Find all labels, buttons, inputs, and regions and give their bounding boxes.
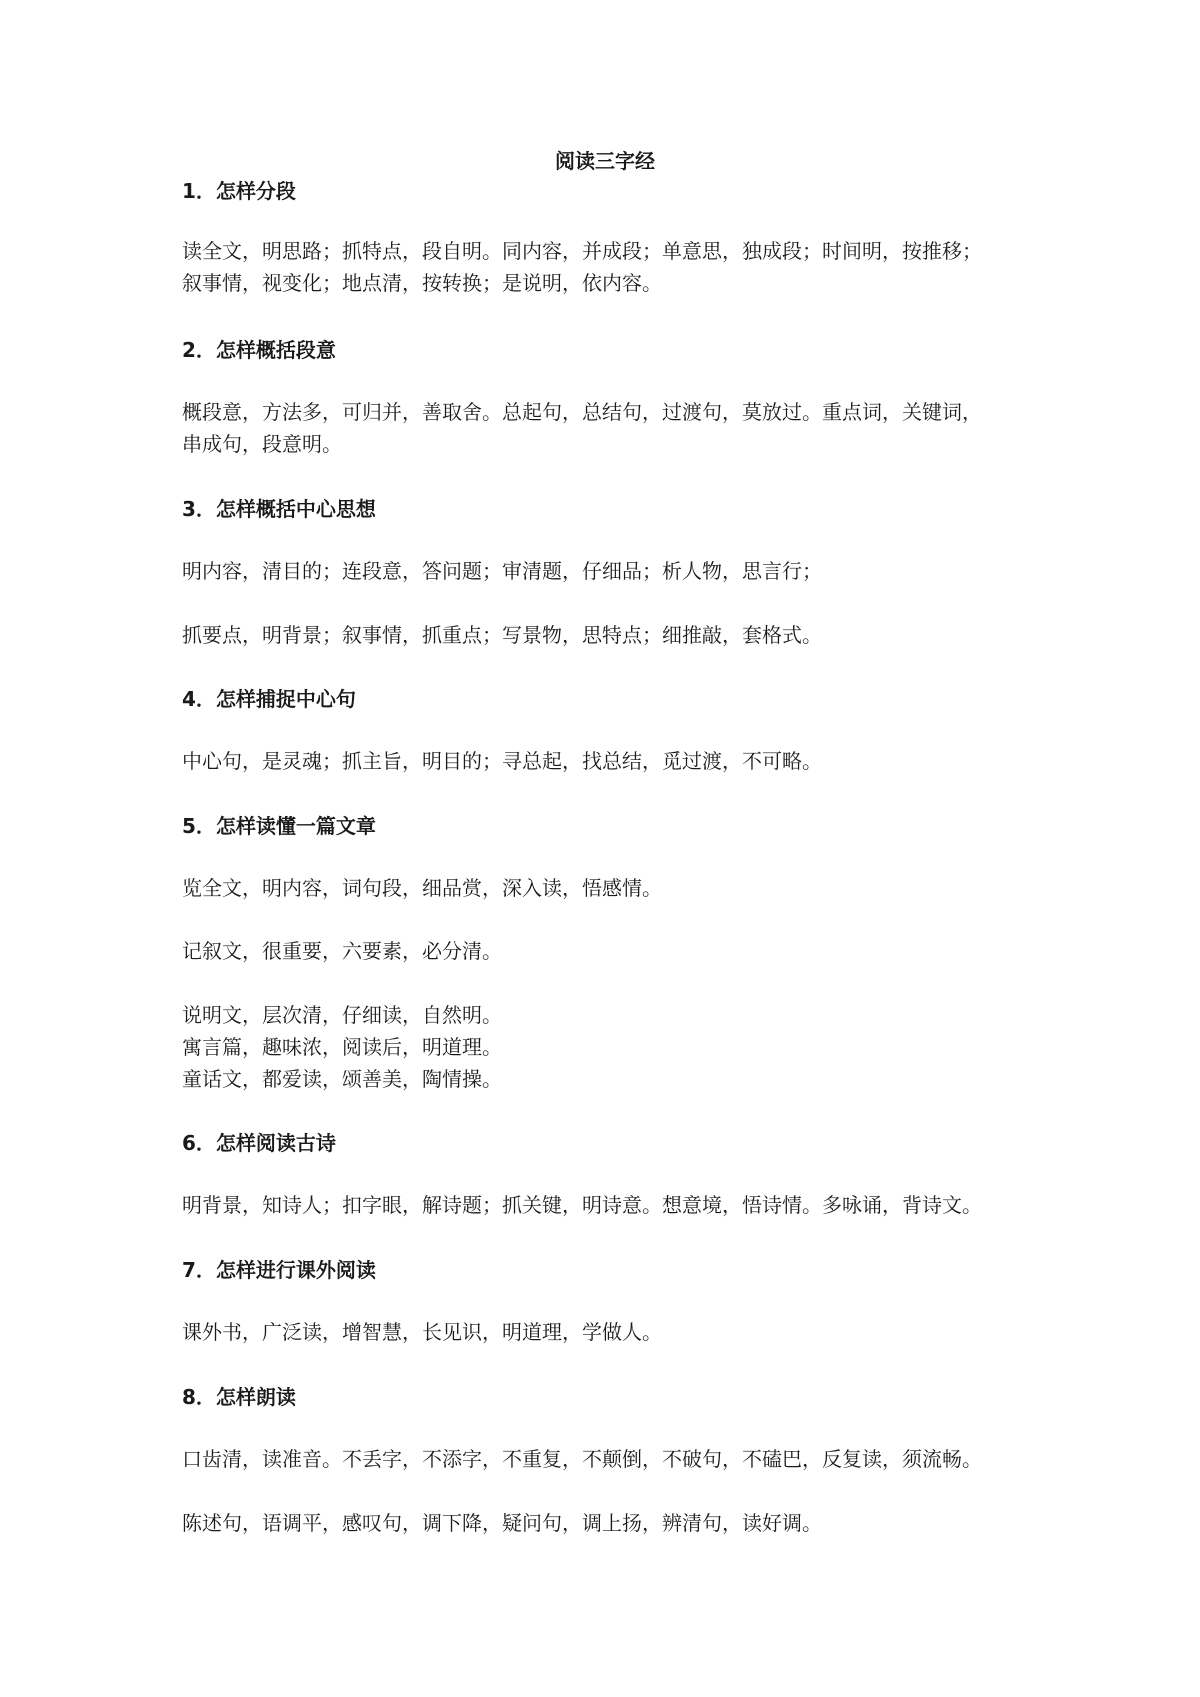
section-heading-2	[182, 336, 336, 364]
paragraph-line: 童话文，都爱读，颂善美，陶情操。	[182, 1067, 502, 1091]
paragraph-line: 明背景，知诗人；扣字眼，解诗题；抓关键，明诗意。想意境，悟诗情。多咏诵，背诗文。	[182, 1193, 982, 1217]
section-heading-3	[182, 495, 376, 523]
section-number: 4．	[182, 687, 216, 711]
paragraph-line: 概段意，方法多，可归并，善取舍。总起句，总结句，过渡句，莫放过。重点词，关键词，	[182, 400, 982, 424]
section-number: 7．	[182, 1258, 216, 1282]
paragraph-line: 读全文，明思路；抓特点，段自明。同内容，并成段；单意思，独成段；时间明，按推移；	[182, 239, 982, 263]
paragraph-line: 抓要点，明背景；叙事情，抓重点；写景物，思特点；细推敲，套格式。	[182, 623, 822, 647]
paragraph-line: 口齿清，读准音。不丢字，不添字，不重复，不颠倒，不破句，不磕巴，反复读，须流畅。	[182, 1447, 982, 1471]
section-heading-8	[182, 1383, 296, 1411]
section-heading-4	[182, 685, 356, 713]
paragraph-line: 寓言篇，趣味浓，阅读后，明道理。	[182, 1035, 502, 1059]
paragraph-line: 记叙文，很重要，六要素，必分清。	[182, 939, 502, 963]
section-title: 怎样进行课外阅读	[215, 1258, 376, 1282]
paragraph-line: 叙事情，视变化；地点清，按转换；是说明，依内容。	[182, 271, 662, 295]
paragraph-line: 说明文，层次清，仔细读，自然明。	[182, 1003, 502, 1027]
document-title: 阅读三字经	[555, 149, 655, 173]
section-number: 1．	[182, 179, 216, 203]
section-title: 怎样朗读	[215, 1385, 296, 1409]
paragraph-line: 中心句，是灵魂；抓主旨，明目的；寻总起，找总结，觅过渡，不可略。	[182, 749, 822, 773]
paragraph-line: 课外书，广泛读，增智慧，长见识，明道理，学做人。	[182, 1320, 662, 1344]
paragraph-line: 明内容，清目的；连段意，答问题；审清题，仔细品；析人物，思言行；	[182, 559, 822, 583]
section-number: 3．	[182, 497, 216, 521]
section-heading-7	[182, 1256, 376, 1284]
section-title: 怎样阅读古诗	[215, 1131, 336, 1155]
paragraph-line: 览全文，明内容，词句段，细品赏，深入读，悟感情。	[182, 876, 662, 900]
section-heading-6	[182, 1129, 336, 1157]
section-title: 怎样读懂一篇文章	[215, 814, 376, 838]
paragraph-line: 陈述句，语调平，感叹句，调下降，疑问句，调上扬，辨清句，读好调。	[182, 1511, 822, 1535]
section-number: 5．	[182, 814, 216, 838]
section-heading-1	[182, 177, 296, 205]
section-number: 2．	[182, 338, 216, 362]
section-title: 怎样捕捉中心句	[215, 687, 356, 711]
section-number: 8．	[182, 1385, 216, 1409]
section-title: 怎样概括中心思想	[215, 497, 376, 521]
section-heading-5	[182, 812, 376, 840]
section-title: 怎样分段	[215, 179, 296, 203]
paragraph-line: 串成句，段意明。	[182, 432, 342, 456]
section-title: 怎样概括段意	[215, 338, 336, 362]
section-number: 6．	[182, 1131, 216, 1155]
